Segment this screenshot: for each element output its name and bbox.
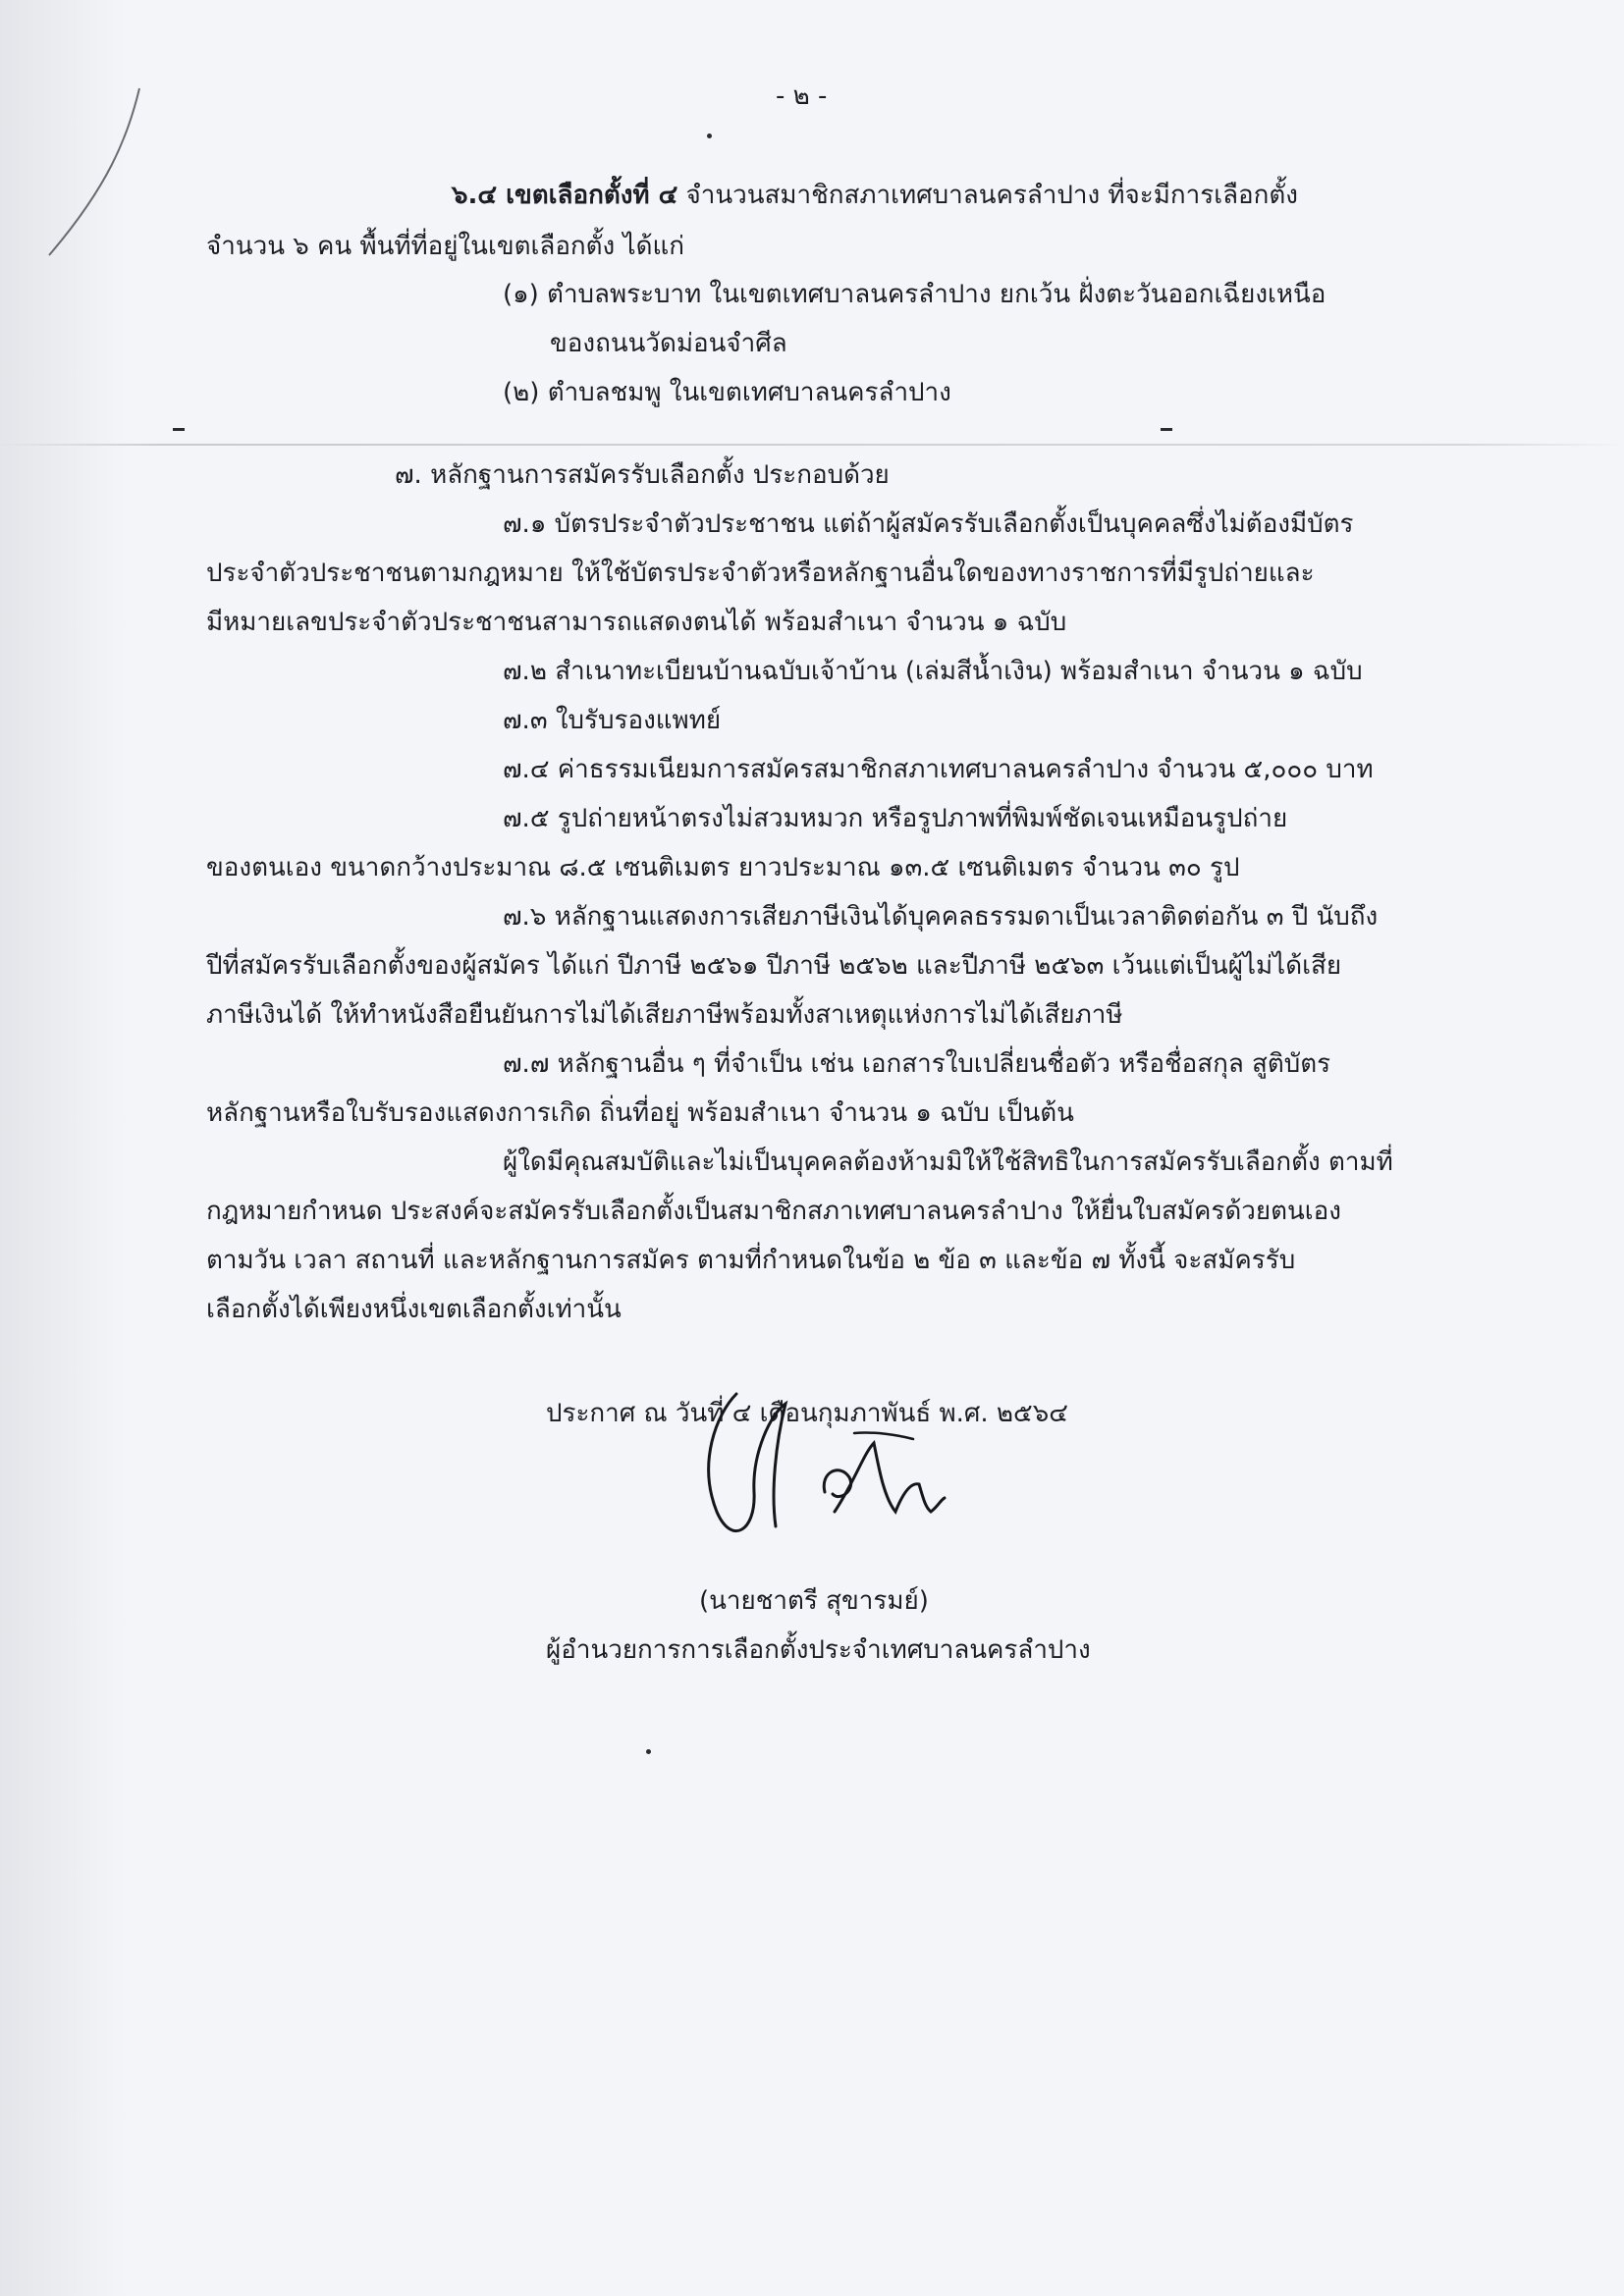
item-7-5-line-1: ๗.๕ รูปถ่ายหน้าตรงไม่สวมหมวก หรือรูปภาพที่พิมพ์ชัดเจนเหมือนรูปถ่าย <box>503 804 1288 833</box>
section-7-heading: ๗. หลักฐานการสมัครรับเลือกตั้ง ประกอบด้วย <box>395 460 890 490</box>
scan-mark <box>1161 428 1172 431</box>
item-7-4: ๗.๔ ค่าธรรมเนียมการสมัครสมาชิกสภาเทศบาลนครลำปาง จำนวน ๕,๐๐๐ บาท <box>503 755 1374 784</box>
item-7-7-line-1: ๗.๗ หลักฐานอื่น ๆ ที่จำเป็น เช่น เอกสารใบเปลี่ยนชื่อตัว หรือชื่อสกุล สูติบัตร <box>503 1049 1331 1079</box>
signatory-name: (นายชาตรี สุขารมย์) <box>699 1586 929 1616</box>
handwritten-signature <box>677 1374 992 1571</box>
closing-line-1: ผู้ใดมีคุณสมบัติและไม่เป็นบุคคลต้องห้ามมิให้ใช้สิทธิในการสมัครรับเลือกตั้ง ตามที่ <box>503 1148 1393 1177</box>
item-7-6-line-3: ภาษีเงินได้ ให้ทำหนังสือยืนยันการไม่ได้เสียภาษีพร้อมทั้งสาเหตุแห่งการไม่ได้เสียภาษี <box>206 1000 1123 1030</box>
signatory-title: ผู้อำนวยการการเลือกตั้งประจำเทศบาลนครลำปาง <box>546 1635 1091 1665</box>
closing-line-4: เลือกตั้งได้เพียงหนึ่งเขตเลือกตั้งเท่านั้น <box>206 1295 622 1324</box>
item-7-1-line-1: ๗.๑ บัตรประจำตัวประชาชน แต่ถ้าผู้สมัครรับเลือกตั้งเป็นบุคคลซึ่งไม่ต้องมีบัตร <box>503 509 1354 539</box>
closing-line-3: ตามวัน เวลา สถานที่ และหลักฐานการสมัคร ตามที่กำหนดในข้อ ๒ ข้อ ๓ และข้อ ๗ ทั้งนี้ จะสมัครรับ <box>206 1246 1296 1275</box>
section-6-4-line-1 <box>452 178 1298 213</box>
area-item-1: (๑) ตำบลพระบาท ในเขตเทศบาลนครลำปาง ยกเว้น ฝั่งตะวันออกเฉียงเหนือ <box>503 280 1326 309</box>
scan-shadow <box>0 0 128 2296</box>
section-6-4-heading: ๖.๔ เขตเลือกตั้งที่ ๔ <box>452 181 678 210</box>
page-number: - ๒ - <box>776 81 828 111</box>
item-7-1-line-2: ประจำตัวประชาชนตามกฎหมาย ให้ใช้บัตรประจำตัวหรือหลักฐานอื่นใดของทางราชการที่มีรูปถ่ายและ <box>206 559 1315 588</box>
fold-line <box>0 444 1624 446</box>
item-7-5-line-2: ของตนเอง ขนาดกว้างประมาณ ๘.๕ เซนติเมตร ยาวประมาณ ๑๓.๕ เซนติเมตร จำนวน ๓๐ รูป <box>206 853 1240 882</box>
item-7-2: ๗.๒ สำเนาทะเบียนบ้านฉบับเจ้าบ้าน (เล่มสีน้ำเงิน) พร้อมสำเนา จำนวน ๑ ฉบับ <box>503 657 1363 686</box>
item-7-6-line-2: ปีที่สมัครรับเลือกตั้งของผู้สมัคร ได้แก่ ปีภาษี ๒๕๖๑ ปีภาษี ๒๕๖๒ และปีภาษี ๒๕๖๓ เว้นแต่เป็นผู้ไม่ได้เสีย <box>206 951 1342 981</box>
scan-mark <box>173 428 185 431</box>
item-7-3: ๗.๓ ใบรับรองแพทย์ <box>503 706 722 735</box>
scan-mark <box>646 1749 651 1754</box>
section-6-4-line-2: จำนวน ๖ คน พื้นที่ที่อยู่ในเขตเลือกตั้ง ได้แก่ <box>206 232 684 261</box>
announcement-date: ประกาศ ณ วันที่ ๔ เดือนกุมภาพันธ์ พ.ศ. ๒๕๖๔ <box>546 1399 1068 1428</box>
area-item-1-cont: ของถนนวัดม่อนจำศีล <box>550 329 787 358</box>
area-item-2: (๒) ตำบลชมพู ในเขตเทศบาลนครลำปาง <box>503 378 951 407</box>
item-7-6-line-1: ๗.๖ หลักฐานแสดงการเสียภาษีเงินได้บุคคลธรรมดาเป็นเวลาติดต่อกัน ๓ ปี นับถึง <box>503 902 1379 932</box>
item-7-1-line-3: มีหมายเลขประจำตัวประชาชนสามารถแสดงตนได้ พร้อมสำเนา จำนวน ๑ ฉบับ <box>206 608 1067 637</box>
scan-mark <box>707 133 712 138</box>
closing-line-2: กฎหมายกำหนด ประสงค์จะสมัครรับเลือกตั้งเป็นสมาชิกสภาเทศบาลนครลำปาง ให้ยื่นใบสมัครด้วยตนเอง <box>206 1197 1341 1226</box>
section-6-4-text: จำนวนสมาชิกสภาเทศบาลนครลำปาง ที่จะมีการเลือกตั้ง <box>677 181 1298 210</box>
item-7-7-line-2: หลักฐานหรือใบรับรองแสดงการเกิด ถิ่นที่อยู่ พร้อมสำเนา จำนวน ๑ ฉบับ เป็นต้น <box>206 1098 1074 1128</box>
pen-stroke-mark <box>29 79 147 275</box>
